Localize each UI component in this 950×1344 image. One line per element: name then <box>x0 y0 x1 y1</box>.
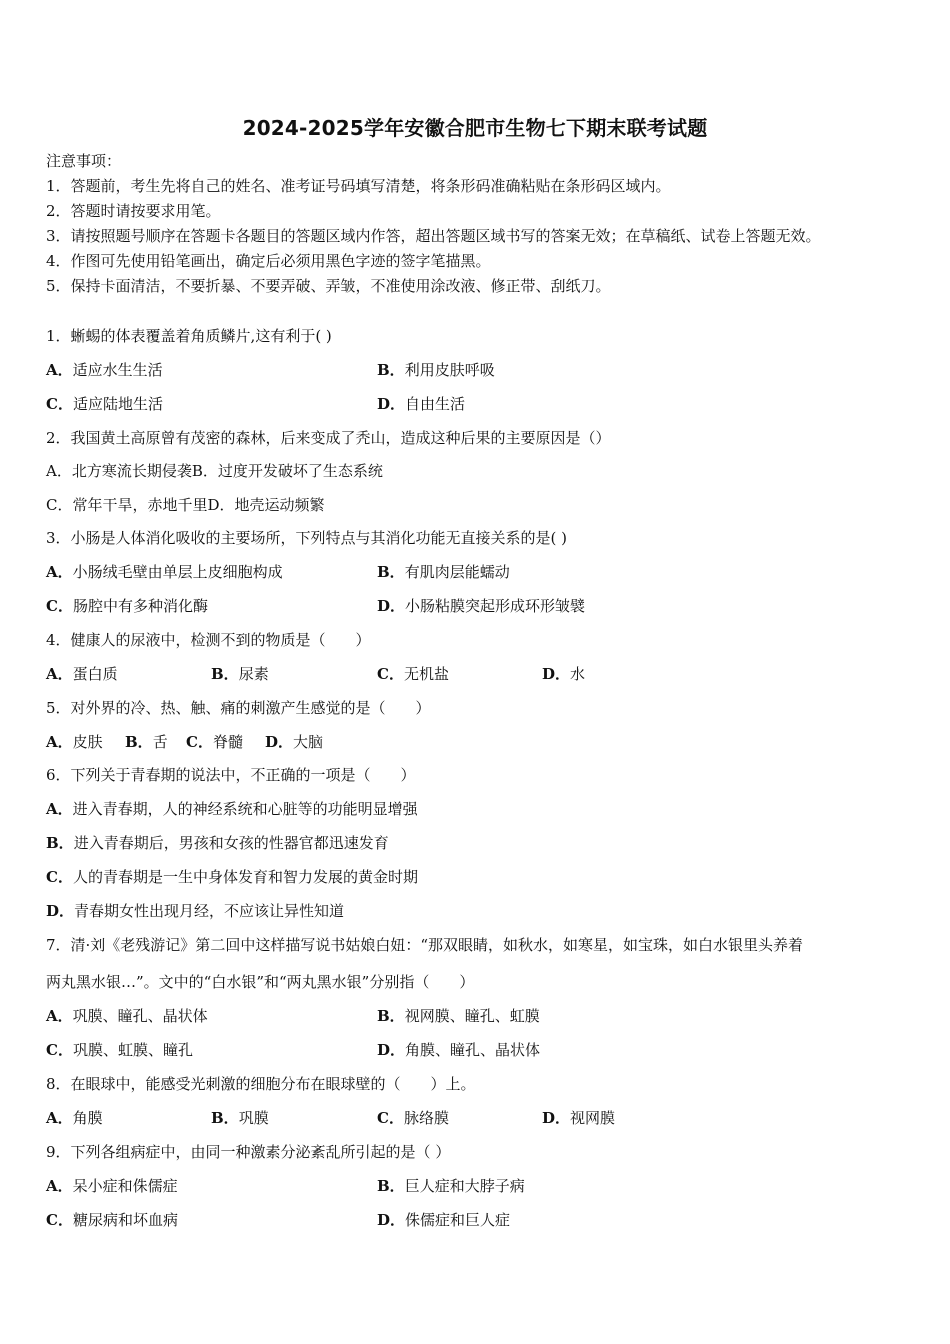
question-stem: 1．蜥蜴的体表覆盖着角质鳞片,这有利于( ) <box>46 327 332 345</box>
option-text: 呆小症和侏儒症 <box>72 1177 178 1195</box>
option-a <box>46 1006 208 1026</box>
option-a <box>46 1108 103 1128</box>
option-label: A． <box>46 1109 73 1127</box>
option-text: 糖尿病和坏血病 <box>72 1211 178 1229</box>
question-stem-continued: 两丸黑水银…”。文中的“白水银”和“两丸黑水银”分别指（ ） <box>46 973 475 991</box>
option-a <box>46 360 163 380</box>
option-label: D． <box>46 902 75 920</box>
option-text: 舌 <box>152 733 168 751</box>
option-a <box>46 664 118 684</box>
question-stem: 9．下列各组病症中，由同一种激素分泌紊乱所引起的是（ ） <box>46 1143 451 1161</box>
option-d <box>542 664 585 684</box>
option-d <box>377 1210 510 1230</box>
option-label: D． <box>377 597 406 615</box>
option-label: D． <box>377 1041 406 1059</box>
notice-heading: 注意事项： <box>46 152 122 170</box>
option-text: 青春期女性出现月经，不应该让异性知道 <box>74 902 345 920</box>
question-stem: 6．下列关于青春期的说法中，不正确的一项是（ ） <box>46 766 416 784</box>
option-text: 巩膜、瞳孔、晶状体 <box>72 1007 208 1025</box>
option-label: C． <box>377 1109 404 1127</box>
notice-item: 4．作图可先使用铅笔画出，确定后必须用黑色字迹的签字笔描黑。 <box>46 252 491 270</box>
option-text: 无机盐 <box>403 665 449 683</box>
option-a <box>46 732 103 752</box>
option-c <box>46 867 418 887</box>
option-a <box>46 562 283 582</box>
option-text: 侏儒症和巨人症 <box>405 1211 511 1229</box>
option-text: 巩膜 <box>238 1109 269 1127</box>
option-label: B． <box>377 1177 405 1195</box>
option-label: A． <box>46 1007 73 1025</box>
option-d <box>46 901 344 921</box>
option-text: 视网膜、瞳孔、虹膜 <box>404 1007 540 1025</box>
option-text: 进入青春期，人的神经系统和心脏等的功能明显增强 <box>72 800 418 818</box>
option-label: C． <box>377 665 404 683</box>
notice-item: 1．答题前，考生先将自己的姓名、准考证号码填写清楚，将条形码准确粘贴在条形码区域内。 <box>46 177 671 195</box>
option-label: A． <box>46 563 73 581</box>
option-text: 有肌肉层能蠕动 <box>404 563 510 581</box>
option-text: 人的青春期是一生中身体发育和智力发展的黄金时期 <box>72 868 418 886</box>
option-text: 水 <box>570 665 586 683</box>
option-label: D． <box>377 1211 406 1229</box>
option-label: C． <box>186 733 213 751</box>
option-c <box>46 1040 193 1060</box>
option-b <box>211 1108 269 1128</box>
option-text: 适应水生生活 <box>72 361 163 379</box>
option-label: B． <box>46 834 74 852</box>
option-text: 巩膜、虹膜、瞳孔 <box>72 1041 193 1059</box>
option-label: C． <box>46 1211 73 1229</box>
option-c <box>46 1210 178 1230</box>
notice-item: 2．答题时请按要求用笔。 <box>46 202 221 220</box>
option-label: B． <box>377 563 405 581</box>
option-label: B． <box>377 361 405 379</box>
option-label: C． <box>46 868 73 886</box>
option-label: A． <box>46 665 73 683</box>
option-text: 角膜 <box>72 1109 103 1127</box>
option-label: B． <box>211 665 239 683</box>
option-text: 利用皮肤呼吸 <box>404 361 495 379</box>
option-c <box>46 394 163 414</box>
option-text: 巨人症和大脖子病 <box>404 1177 525 1195</box>
option-a <box>46 799 418 819</box>
option-label: C． <box>46 597 73 615</box>
option-text: 尿素 <box>238 665 269 683</box>
option-label: D． <box>542 1109 571 1127</box>
option-label: A． <box>46 361 73 379</box>
option-label: A． <box>46 1177 73 1195</box>
option-b <box>125 732 168 752</box>
option-label: D． <box>377 395 406 413</box>
option-text: 自由生活 <box>405 395 466 413</box>
option-text: 脊髓 <box>212 733 243 751</box>
option-b <box>377 1006 540 1026</box>
option-b <box>377 1176 525 1196</box>
option-label: D． <box>542 665 571 683</box>
option-label: D． <box>265 733 294 751</box>
page-title: 2024-2025学年安徽合肥市生物七下期末联考试题 <box>242 116 708 140</box>
option-text: 蛋白质 <box>72 665 118 683</box>
notice-item: 3．请按照题号顺序在答题卡各题目的答题区域内作答，超出答题区域书写的答案无效；在草稿纸、试卷上答题无效。 <box>46 227 821 245</box>
option-text: 脉络膜 <box>403 1109 449 1127</box>
option-d <box>542 1108 615 1128</box>
question-stem: 8．在眼球中，能感受光刺激的细胞分布在眼球壁的（ ）上。 <box>46 1075 476 1093</box>
option-c <box>46 596 208 616</box>
option-b <box>377 360 495 380</box>
option-label: B． <box>211 1109 239 1127</box>
question-stem: 5．对外界的冷、热、触、痛的刺激产生感觉的是（ ） <box>46 699 431 717</box>
option-label: C． <box>46 1041 73 1059</box>
option-text: 小肠粘膜突起形成环形皱襞 <box>405 597 586 615</box>
option-label: C． <box>46 395 73 413</box>
option-d <box>377 596 585 616</box>
option-d <box>377 394 465 414</box>
option-b <box>46 833 389 853</box>
question-stem: 4．健康人的尿液中，检测不到的物质是（ ） <box>46 631 371 649</box>
option-label: A． <box>46 800 73 818</box>
option-c <box>377 1108 449 1128</box>
question-stem: 2．我国黄土高原曾有茂密的森林，后来变成了秃山，造成这种后果的主要原因是（） <box>46 429 611 447</box>
option-label: B． <box>377 1007 405 1025</box>
option-text: 适应陆地生活 <box>72 395 163 413</box>
option-line: C．常年干旱，赤地千里D．地壳运动频繁 <box>46 496 325 514</box>
option-c <box>377 664 449 684</box>
option-a <box>46 1176 178 1196</box>
option-c <box>186 732 243 752</box>
option-label: A． <box>46 733 73 751</box>
option-b <box>377 562 510 582</box>
option-b <box>211 664 269 684</box>
option-line: A．北方寒流长期侵袭B．过度开发破坏了生态系统 <box>46 462 383 480</box>
option-text: 进入青春期后，男孩和女孩的性器官都迅速发育 <box>73 834 389 852</box>
option-text: 角膜、瞳孔、晶状体 <box>405 1041 541 1059</box>
option-text: 肠腔中有多种消化酶 <box>72 597 208 615</box>
option-text: 大脑 <box>293 733 324 751</box>
question-stem: 3．小肠是人体消化吸收的主要场所，下列特点与其消化功能无直接关系的是( ) <box>46 529 568 547</box>
option-text: 皮肤 <box>72 733 103 751</box>
option-d <box>265 732 323 752</box>
notice-item: 5．保持卡面清洁，不要折暴、不要弄破、弄皱，不准使用涂改液、修正带、刮纸刀。 <box>46 277 611 295</box>
option-text: 视网膜 <box>570 1109 616 1127</box>
question-stem: 7．清·刘《老残游记》第二回中这样描写说书姑娘白妞：“那双眼睛，如秋水，如寒星，如宝珠，如白水银里头养着 <box>46 936 803 954</box>
option-d <box>377 1040 540 1060</box>
option-text: 小肠绒毛壁由单层上皮细胞构成 <box>72 563 283 581</box>
option-label: B． <box>125 733 153 751</box>
